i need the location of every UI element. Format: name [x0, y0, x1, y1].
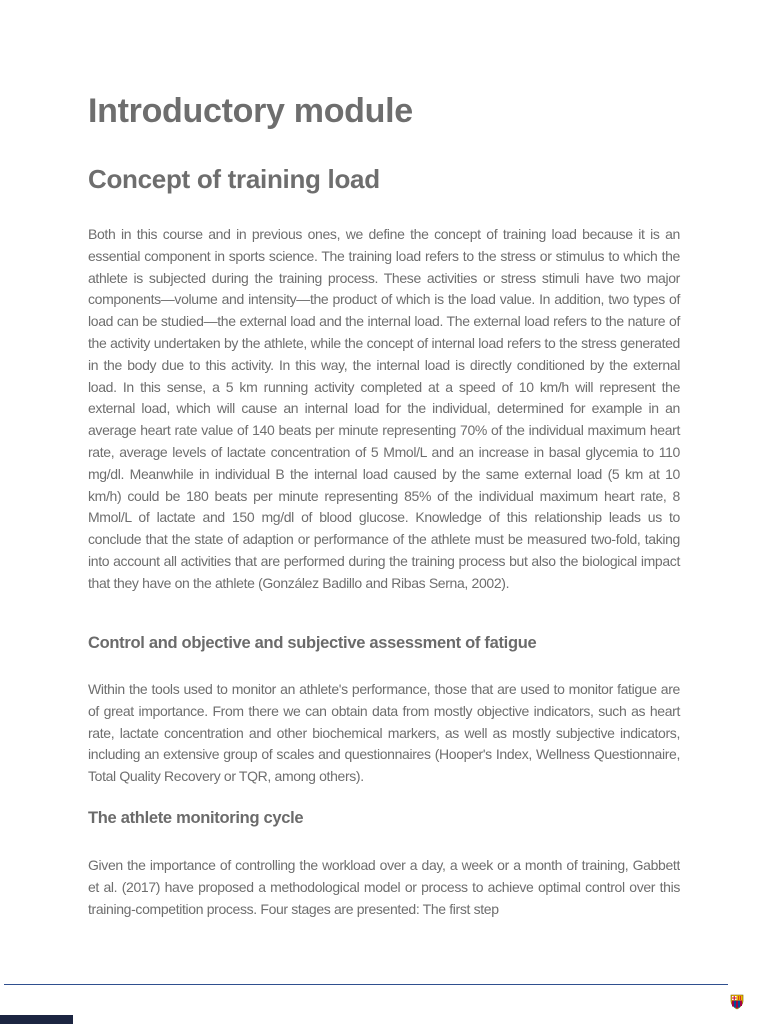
club-crest-icon [730, 994, 744, 1010]
subheading-fatigue-assessment: Control and objective and subjective assessment of fatigue [88, 634, 537, 652]
subheading-monitoring-cycle: The athlete monitoring cycle [88, 809, 304, 827]
footer-divider [4, 984, 728, 985]
footer-corner-block [0, 1015, 73, 1024]
paragraph-training-load: Both in this course and in previous ones, we define the concept of training load because it is an essential component in sports science. The training load refers to the stress or stimulus to which the athlete is subjected during the training process. These activities or stress stimuli have two major components—volume and intensity—the product of which is the load value. In addition, two types of load can be studied—the external load and the internal load. The external load refers to the nature of the activity undertaken by the athlete, while the concept of internal load refers to the stress generated in the body due to this activity. In this way, the internal load is directly conditioned by the external load. In this sense, a 5 km running activity completed at a speed of 10 km/h will represent the external load, which will cause an internal load for the individual, determined for example in an average heart rate value of 140 beats per minute representing 70% of the individual maximum heart rate, average levels of lactate concentration of 5 Mmol/L and an increase in basal glycemia to 110 mg/dl. Meanwhile in individual B the internal load caused by the same external load (5 km at 10 km/h) could be 180 beats per minute representing 85% of the individual maximum heart rate, 8 Mmol/L of lactate and 150 mg/dl of blood glucose. Knowledge of this relationship leads us to conclude that the state of adaption or performance of the athlete must be measured two-fold, taking into account all activities that are performed during the training process but also the biological impact that they have on the athlete (González Badillo and Ribas Serna, 2002). [88, 226, 680, 591]
paragraph-monitoring-cycle: Given the importance of controlling the workload over a day, a week or a month of training, Gabbett et al. (2017) have proposed a methodological model or process to achieve optimal control over this training-competition process. Four stages are presented: The first step [88, 857, 680, 917]
page-title: Introductory module [88, 92, 413, 130]
section-title: Concept of training load [88, 164, 380, 194]
paragraph-fatigue-tools: Within the tools used to monitor an athlete's performance, those that are used to monitor fatigue are of great importance. From there we can obtain data from mostly objective indicators, such as heart rate, lactate concentration and other biochemical markers, as well as mostly subjective indicators, including an extensive group of scales and questionnaires (Hooper's Index, Wellness Questionnaire, Total Quality Recovery or TQR, among others). [88, 681, 680, 785]
